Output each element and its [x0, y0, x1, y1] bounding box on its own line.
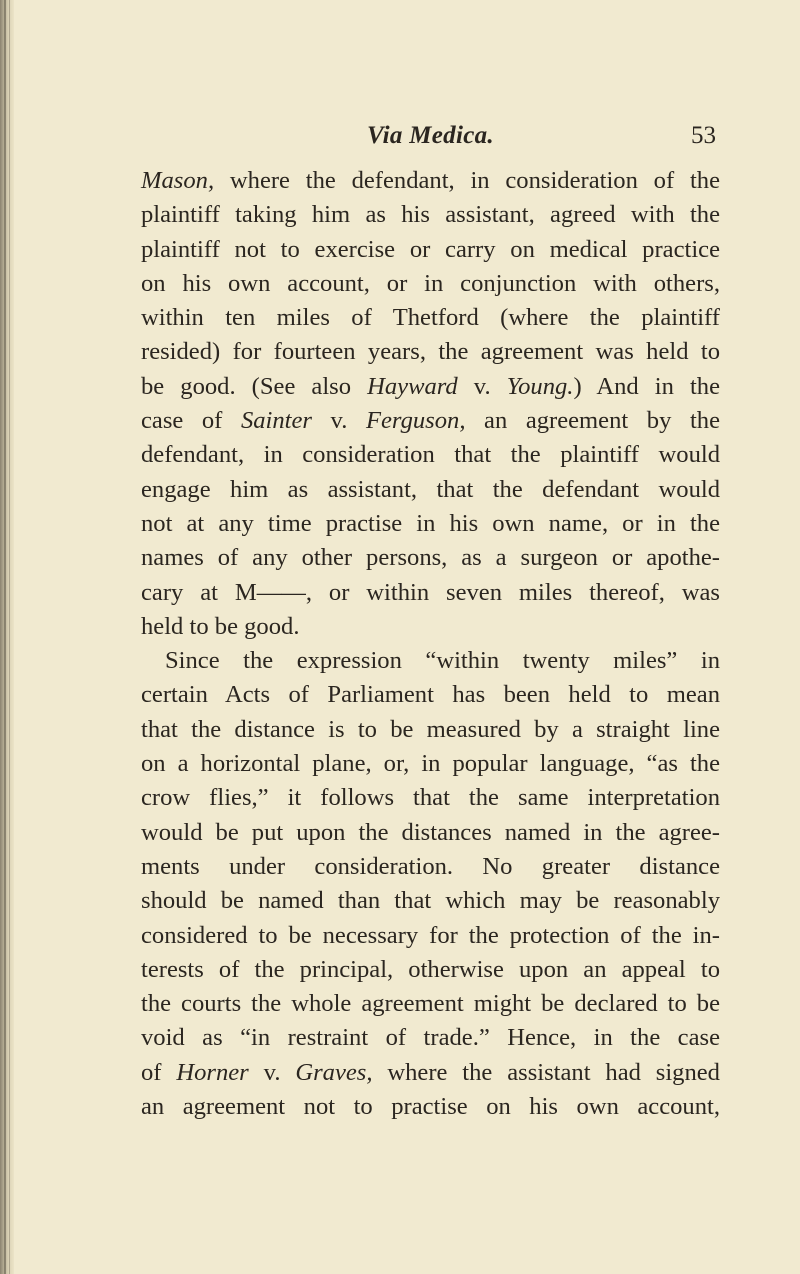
text-line: [141, 678, 720, 712]
text-line: [141, 850, 720, 884]
text-segment: resided) for fourteen years, the agreement was held to: [141, 338, 720, 366]
italic-case-name: Hayward: [367, 372, 458, 400]
text-segment: names of any other persons, as a surgeon or apothe-: [141, 544, 720, 572]
text-line: [141, 1090, 720, 1124]
text-segment: on his own account, or in conjunction with others,: [141, 269, 720, 297]
running-title: Via Medica.: [367, 122, 494, 149]
text-segment: Since the expression “within twenty miles” in: [165, 647, 720, 675]
italic-case-name: Graves,: [295, 1058, 373, 1086]
text-segment: within ten miles of Thetford (where the plaintiff: [141, 304, 720, 332]
text-segment: be good. (See also: [141, 372, 368, 400]
text-segment: the courts the whole agreement might be declared to be: [141, 990, 720, 1018]
text-segment: plaintiff taking him as his assistant, agreed with the: [141, 201, 720, 229]
text-line: [141, 370, 720, 404]
text-segment: on a horizontal plane, or, in popular language, “as the: [141, 750, 720, 778]
italic-case-name: Young.: [506, 372, 574, 400]
italic-case-name: Ferguson,: [365, 407, 466, 435]
text-segment: where the defendant, in consideration of the: [214, 167, 720, 194]
text-line: [141, 644, 720, 678]
text-line: [141, 335, 720, 369]
text-line: [141, 233, 720, 267]
text-segment: considered to be necessary for the protection of the in-: [141, 921, 720, 949]
page-header: [141, 118, 720, 158]
gutter-shadow-line: [4, 0, 6, 1274]
text-segment: not at any time practise in his own name, or in the: [141, 509, 720, 537]
text-line: [141, 507, 720, 541]
text-segment: should be named than that which may be reasonably: [141, 887, 720, 915]
text-line: [141, 610, 720, 644]
text-segment: where the assistant had signed: [372, 1058, 720, 1086]
text-line: [141, 473, 720, 507]
page-number: 53: [691, 122, 716, 149]
text-line: [141, 884, 720, 918]
text-segment: would be put upon the distances named in the agree-: [141, 818, 720, 846]
text-line: [141, 919, 720, 953]
text-segment: v.: [311, 407, 366, 435]
text-line: [141, 404, 720, 438]
text-line: [141, 1021, 720, 1055]
text-segment: ) And in the: [573, 372, 720, 400]
text-segment: void as “in restraint of trade.” Hence, in the case: [141, 1024, 720, 1052]
text-line: [141, 1056, 720, 1090]
book-gutter: [0, 0, 14, 1274]
text-line: [141, 301, 720, 335]
text-line: [141, 198, 720, 232]
text-line: [141, 713, 720, 747]
text-segment: that the distance is to be measured by a straight line: [141, 715, 720, 743]
text-segment: ments under consideration. No greater distance: [141, 852, 720, 880]
text-line: [141, 267, 720, 301]
text-line: [141, 576, 720, 610]
text-segment: terests of the principal, otherwise upon an appeal to: [141, 955, 720, 983]
text-line: [141, 781, 720, 815]
italic-case-name: Horner: [176, 1058, 249, 1086]
italic-case-name: Sainter: [240, 407, 312, 435]
text-line: [141, 987, 720, 1021]
text-segment: defendant, in consideration that the plaintiff would: [141, 441, 720, 469]
text-segment: an agreement not to practise on his own account,: [141, 1093, 720, 1121]
text-segment: engage him as assistant, that the defendant would: [141, 475, 720, 503]
text-segment: crow flies,” it follows that the same interpretation: [141, 784, 720, 812]
text-segment: held to be good.: [141, 612, 300, 640]
text-line: [141, 816, 720, 850]
text-segment: of: [141, 1058, 177, 1086]
gutter-shadow-line: [9, 0, 10, 1274]
italic-case-name: Mason,: [141, 167, 215, 194]
text-segment: certain Acts of Parliament has been held to mean: [141, 681, 720, 709]
text-segment: case of: [141, 407, 241, 435]
text-segment: v.: [457, 372, 507, 400]
text-segment: v.: [248, 1058, 296, 1086]
text-line: [141, 747, 720, 781]
text-segment: an agreement by the: [465, 407, 720, 435]
body-text: [141, 164, 720, 1124]
text-line: [141, 164, 720, 198]
text-segment: plaintiff not to exercise or carry on medical practice: [141, 235, 720, 263]
text-line: [141, 953, 720, 987]
text-segment: cary at M——, or within seven miles thereof, was: [141, 578, 720, 606]
text-line: [141, 541, 720, 575]
text-line: [141, 438, 720, 472]
